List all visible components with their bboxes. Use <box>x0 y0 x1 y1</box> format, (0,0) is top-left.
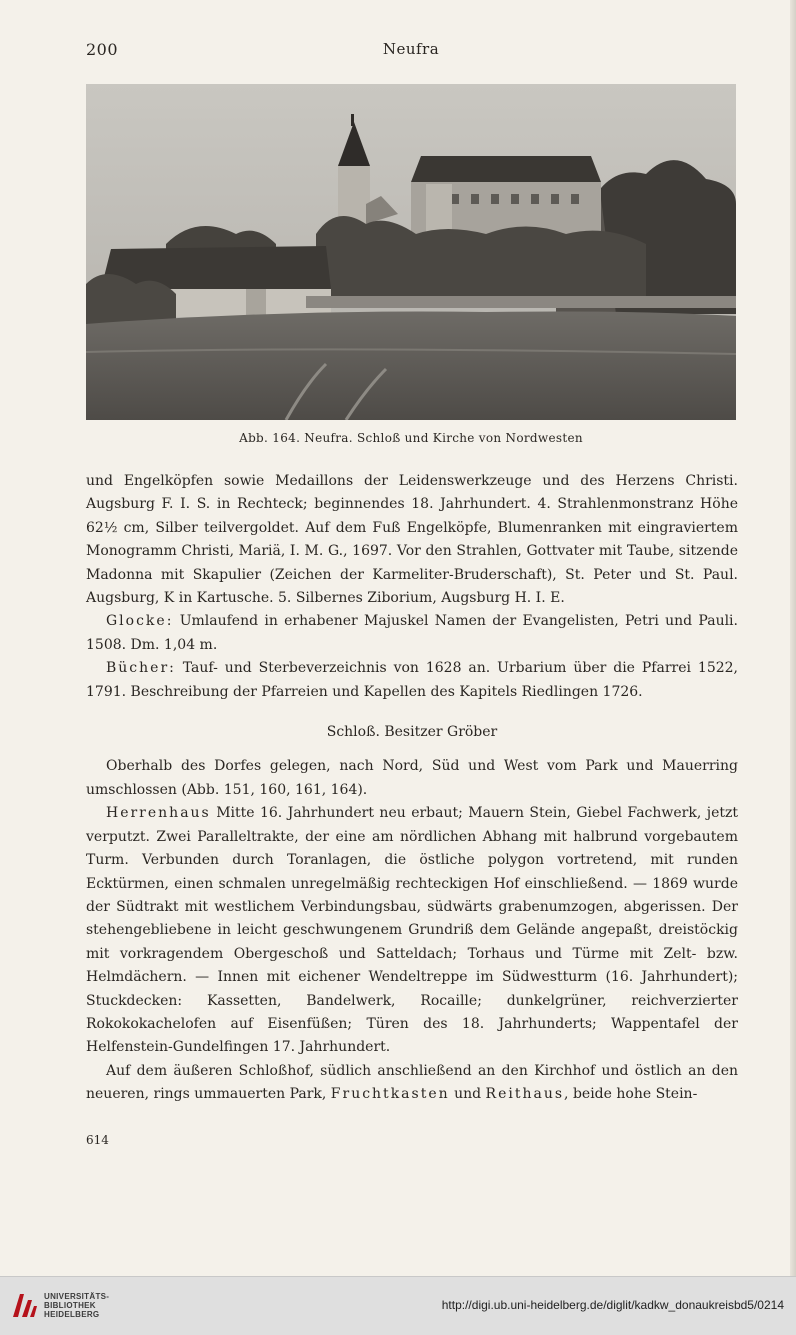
page-edge <box>790 0 796 1276</box>
books-text: Tauf- und Sterbeverzeichnis von 1628 an. Urbarium über die Pfarrei 1522, 1791. Beschreibung der Pfarreien und Kapellen des Kapitels Riedlingen 1726. <box>86 660 738 700</box>
paragraph-courtyard <box>86 1060 738 1107</box>
printer-signature: 614 <box>86 1133 109 1147</box>
paragraph-books <box>86 657 738 704</box>
section-heading: Schloß. Besitzer Gröber <box>326 724 498 741</box>
bell-text: Umlaufend in erhabener Majuskel Namen der Evangelisten, Petri und Pauli. 1508. Dm. 1,04 m. <box>86 613 738 653</box>
paragraph-inventory: und Engelköpfen sowie Medaillons der Leidenswerkzeuge und des Herzens Christi. Augsburg F. I. S. in Rechteck; beginnendes 18. Jahrhundert. 4. Strahlenmonstranz Höhe 62½ cm, Silber teilvergoldet. Auf dem Fuß Engelköpfe, Blumenranken mit eingraviertem Monogramm Christi, Mariä, I. M. G., 1697. Vor den Strahlen, Gottvater mit Taube, sitzende Madonna mit Skapulier (Zeichen der Karmeliter-Bruderschaft), St. Peter und St. Paul. Augsburg, K in Kartusche. 5. Silbernes Ziborium, Augsburg H. I. E. <box>86 473 738 607</box>
page-number: 200 <box>86 40 119 59</box>
manor-house-heading: Herrenhaus <box>106 805 211 822</box>
granary-term: Fruchtkasten <box>330 1086 450 1103</box>
library-name <box>44 1292 109 1319</box>
library-name-line2: BIBLIOTHEK <box>44 1301 96 1310</box>
library-name-line1: UNIVERSITÄTS- <box>44 1292 110 1301</box>
figure-photo <box>86 84 736 420</box>
courtyard-text-e: , beide hohe Stein- <box>564 1086 698 1103</box>
university-library-logo-icon <box>10 1290 38 1320</box>
courtyard-text-c: und <box>449 1086 486 1103</box>
paragraph-manor-house <box>86 802 738 1059</box>
running-title: Neufra <box>382 40 440 58</box>
riding-hall-term: Reithaus <box>485 1086 565 1103</box>
castle-photo-illustration <box>86 84 736 420</box>
body-text <box>86 470 738 1107</box>
viewer-footer <box>0 1276 796 1335</box>
bell-heading: Glocke: <box>106 613 174 630</box>
paragraph-location: Oberhalb des Dorfes gelegen, nach Nord, Süd und West vom Park und Mauerring umschlossen (Abb. 151, 160, 161, 164). <box>86 758 738 798</box>
permalink-url[interactable]: http://digi.ub.uni-heidelberg.de/diglit/kadkw_donaukreisbd5/0214 <box>441 1298 784 1312</box>
paragraph-bell <box>86 610 738 657</box>
figure-caption: Abb. 164. Neufra. Schloß und Kirche von Nordwesten <box>239 431 583 445</box>
page-header <box>86 40 736 64</box>
manor-house-text: Mitte 16. Jahrhundert neu erbaut; Mauern Stein, Giebel Fachwerk, jetzt verputzt. Zwei Paralleltrakte, der eine am nördlichen Abhang mit halbrund vorgebautem Turm. Verbunden durch Toranlagen, die östliche polygon vortretend, mit runden Ecktürmen, einen schmalen unregelmäßig rechteckigen Hof einschließend. — 1869 wurde der Südtrakt mit westlichem Verbindungsbau, südwärts grabenumzogen, abgerissen. Der stehengebliebene in leicht geschwungenem Grundriß dem Gelände angepaßt, dreistöckig mit vorkragendem Obergeschoß und Satteldach; Torhaus und Türme mit Zelt- bzw. Helmdächern. — Innen mit eichener Wendeltreppe im Südwestturm (16. Jahrhundert); Stuckdecken: Kassetten, Bandelwerk, Rocaille; dunkelgrüner, reichverzierter Rokokokachelofen auf Eisenfüßen; Türen des 18. Jahrhunderts; Wappentafel der Helfenstein-Gundelfingen 17. Jahrhundert. <box>86 805 738 1056</box>
library-name-line3: HEIDELBERG <box>44 1310 100 1319</box>
courtyard-text-a: Auf dem äußeren Schloßhof, südlich anschließend an den Kirchhof und östlich an den neueren, rings ummauerten Park, <box>86 1062 738 1103</box>
books-heading: Bücher: <box>106 660 176 677</box>
